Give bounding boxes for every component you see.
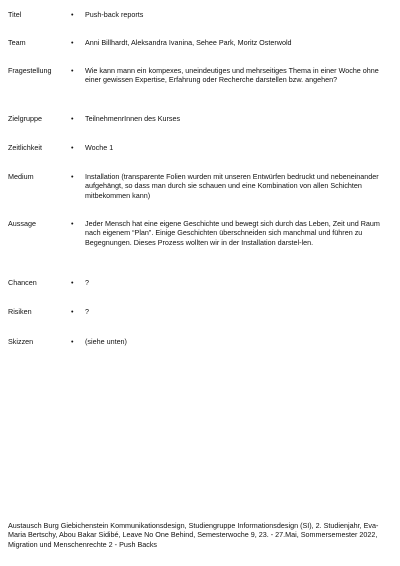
row-label: Zeitlichkeit xyxy=(8,143,42,152)
row-label: Team xyxy=(8,38,26,47)
bullet-icon: • xyxy=(71,172,74,181)
row-label: Zielgruppe xyxy=(8,114,42,123)
bullet-icon: • xyxy=(71,38,74,47)
row-text: Push-back reports xyxy=(85,10,144,19)
row-text: ? xyxy=(85,278,89,287)
footer-credits: Austausch Burg Giebichenstein Kommunikationsdesign, Studiengruppe Informationsdesign (SI), 2. Studienjahr, Eva-Maria Bertschy, Abou Bakar Sidibé, Leave No One Behind, Semesterwoche 9, 23. - 27.Mai, Sommersemester 2022, Migration und Menschenrechte 2 - Push Backs xyxy=(8,521,379,549)
row-label: Medium xyxy=(8,172,34,181)
row-text: Anni Billhardt, Aleksandra Ivanina, Sehee Park, Moritz Osterwold xyxy=(85,38,292,47)
row-label: Fragestellung xyxy=(8,66,52,75)
row-text: (siehe unten) xyxy=(85,337,127,346)
row-text: TeilnehmenrInnen des Kurses xyxy=(85,114,181,123)
row-label: Chancen xyxy=(8,278,37,287)
bullet-icon: • xyxy=(71,10,74,19)
row-label: Risiken xyxy=(8,307,32,316)
bullet-icon: • xyxy=(71,66,74,75)
row-text: Woche 1 xyxy=(85,143,114,152)
row-text: ? xyxy=(85,307,89,316)
row-text: Wie kann mann ein kompexes, uneindeutiges und mehrseitiges Thema in einer Woche ohne einer gewissen Expertise, Erfahrung oder Recherche darstellen bzw. angehen? xyxy=(85,66,379,85)
row-label: Skizzen xyxy=(8,337,34,346)
bullet-icon: • xyxy=(71,219,74,228)
row-label: Titel xyxy=(8,10,22,19)
bullet-icon: • xyxy=(71,337,74,346)
row-label: Aussage xyxy=(8,219,36,228)
row-text: Jeder Mensch hat eine eigene Geschichte und bewegt sich durch das Leben, Zeit und Raum nach eigenem “Plan”. Einige Geschichten überschneiden sich manchmal und führen zu Begegnungen. Dieses Prozess wollten wir in der Installation darstel-len. xyxy=(85,219,380,247)
bullet-icon: • xyxy=(71,143,74,152)
bullet-icon: • xyxy=(71,114,74,123)
row-text: Installation (transparente Folien wurden mit unseren Entwürfen bedruckt und nebeneinander aufgehängt, so dass man durch sie schauen und eine Kombination von allen Schichten mitbekommen kann) xyxy=(85,172,379,200)
bullet-icon: • xyxy=(71,278,74,287)
bullet-icon: • xyxy=(71,307,74,316)
